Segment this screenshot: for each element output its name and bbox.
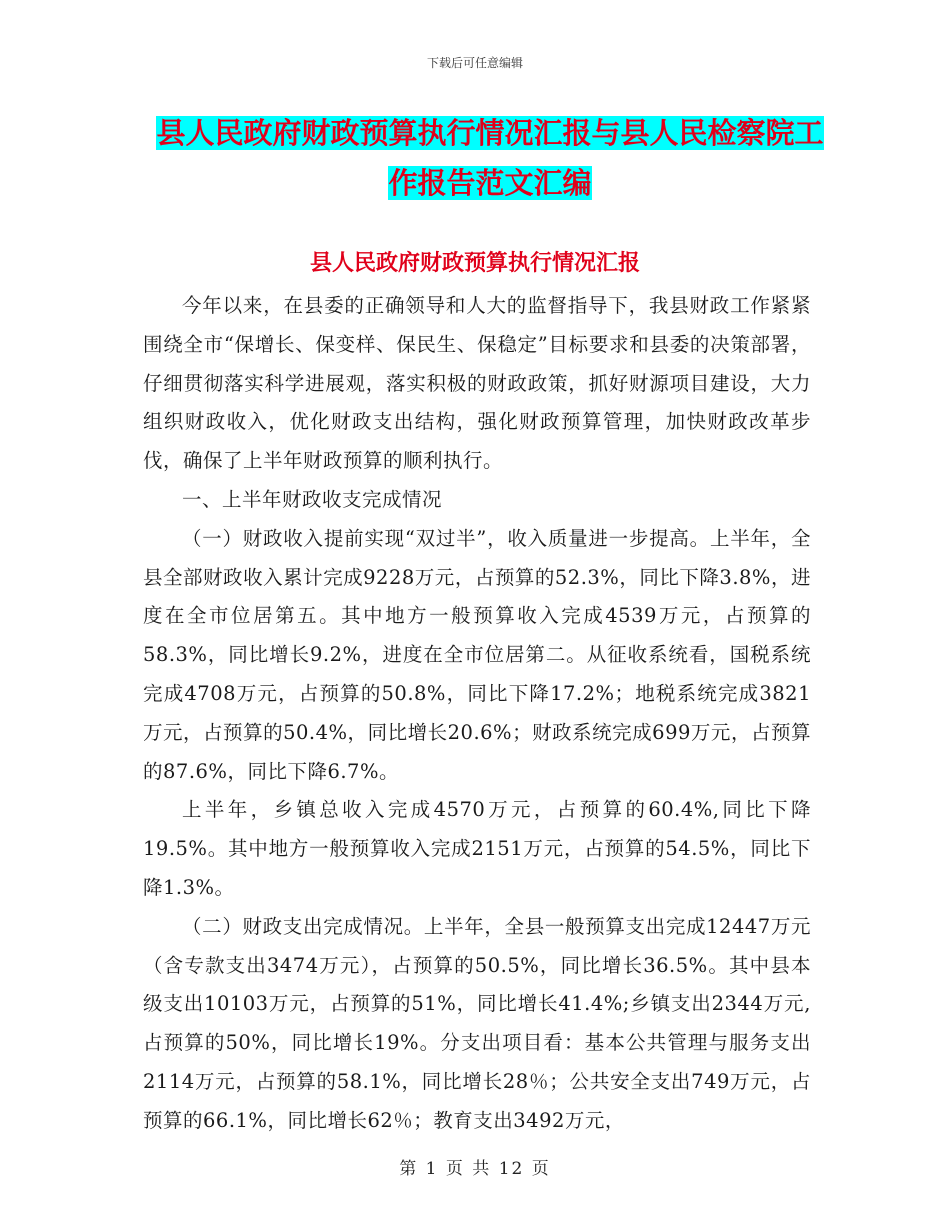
paragraph: 一、上半年财政收支完成情况: [182, 487, 443, 511]
document-title-line1: 县人民政府财政预算执行情况汇报与县人民检察院工: [156, 116, 824, 150]
paragraph: （一）财政收入提前实现“双过半”，收入质量进一步提高。上半年，全县全部财政收入累计完成9228万元，占预算的52.3%，同比下降3.8%，进度在全市位居第五。其中地方一般预算收入完成4539万元，占预算的58.3%，同比增长9.2%，进度在全市位居第二。从征收系统看，国税系统完成4708万元，占预算的50.8%，同比下降17.2%；地税系统完成3821万元，占预算的50.4%，同比增长20.6%；财政系统完成699万元，占预算的87.6%，同比下降6.7%。: [143, 526, 811, 783]
body-text: [143, 287, 811, 1141]
paragraph: 今年以来，在县委的正确领导和人大的监督指导下，我县财政工作紧紧围绕全市“保增长、保变样、保民生、保稳定”目标要求和县委的决策部署，仔细贯彻落实科学进展观，落实积极的财政政策，抓好财源项目建设，大力组织财政收入，优化财政支出结构，强化财政预算管理，加快财政改革步伐，确保了上半年财政预算的顺利执行。: [143, 294, 811, 473]
header-note: 下载后可任意编辑: [426, 56, 523, 70]
section-title: 县人民政府财政预算执行情况汇报: [309, 251, 640, 276]
paragraph: 上半年，乡镇总收入完成4570万元，占预算的60.4%,同比下降19.5%。其中地方一般预算收入完成2151万元，占预算的54.5%，同比下降1.3%。: [143, 798, 811, 899]
page-footer: 第 1 页 共 12 页: [399, 1159, 551, 1179]
document-title: [150, 108, 830, 208]
paragraph: （二）财政支出完成情况。上半年，全县一般预算支出完成12447万元（含专款支出3474万元），占预算的50.5%，同比增长36.5%。其中县本级支出10103万元，占预算的51%，同比增长41.4%;乡镇支出2344万元,占预算的50%，同比增长19%。分支出项目看：基本公共管理与服务支出2114万元，占预算的58.1%，同比增长28％；公共安全支出749万元，占预算的66.1%，同比增长62％；教育支出3492万元，: [143, 914, 811, 1132]
document-title-line2: 作报告范文汇编: [388, 166, 592, 200]
